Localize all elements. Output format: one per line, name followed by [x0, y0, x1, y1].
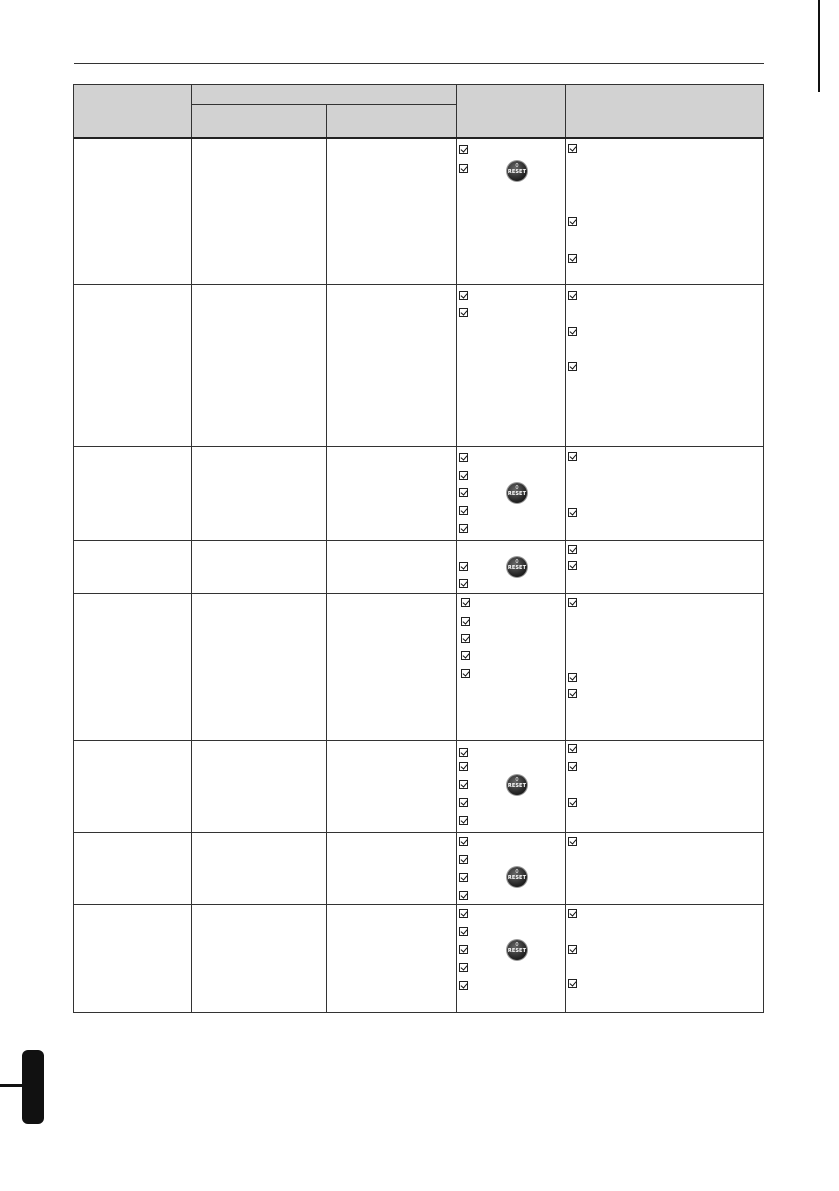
reset-button-glyph: 0: [515, 485, 519, 491]
checkbox-icon: [568, 598, 577, 607]
reset-button-glyph: 0: [515, 163, 519, 169]
checkbox-icon: [459, 145, 468, 154]
reset-button-icon: [507, 867, 527, 887]
checkbox-icon: [568, 909, 577, 918]
row-divider: [74, 832, 763, 833]
reset-button-glyph: 0: [515, 869, 519, 875]
checkbox-icon: [459, 891, 468, 900]
checkbox-icon: [459, 963, 468, 972]
reset-button-icon: [507, 557, 527, 577]
side-tab: [22, 1050, 44, 1124]
reset-button-label: RESET: [507, 169, 527, 175]
row-divider: [74, 593, 763, 594]
checkbox-icon: [461, 617, 470, 626]
checkbox-icon: [568, 545, 577, 554]
checkbox-icon: [459, 471, 468, 480]
subheader-rule: [191, 104, 456, 105]
column-divider: [326, 104, 327, 1012]
reset-button-glyph: 0: [515, 777, 519, 783]
reset-button-label: RESET: [507, 875, 527, 881]
checkbox-icon: [568, 762, 577, 771]
reset-button-glyph: 0: [515, 942, 519, 948]
checkbox-icon: [459, 816, 468, 825]
reset-button-icon: [507, 161, 527, 181]
checkbox-icon: [461, 598, 470, 607]
checkbox-icon: [461, 669, 470, 678]
checkbox-icon: [459, 524, 468, 533]
reset-button-icon: [507, 940, 527, 960]
checkbox-icon: [568, 673, 577, 682]
checkbox-icon: [568, 254, 577, 263]
checkbox-icon: [568, 144, 577, 153]
checkbox-icon: [459, 945, 468, 954]
header-bottom-rule: [74, 137, 763, 139]
checkbox-icon: [459, 506, 468, 515]
checkbox-icon: [459, 780, 468, 789]
checkbox-icon: [568, 798, 577, 807]
checkbox-icon: [568, 837, 577, 846]
column-divider: [191, 85, 192, 1012]
checkbox-icon: [461, 651, 470, 660]
checkbox-icon: [568, 327, 577, 336]
row-divider: [74, 446, 763, 447]
checkbox-icon: [568, 561, 577, 570]
checkbox-icon: [568, 744, 577, 753]
checkbox-icon: [459, 488, 468, 497]
table-header: [74, 85, 763, 138]
checkbox-icon: [459, 762, 468, 771]
checkbox-icon: [459, 909, 468, 918]
checkbox-icon: [568, 452, 577, 461]
reset-button-icon: [507, 775, 527, 795]
checkbox-icon: [459, 579, 468, 588]
reset-button-label: RESET: [507, 491, 527, 497]
checkbox-icon: [568, 291, 577, 300]
top-rule: [74, 63, 764, 64]
checkbox-icon: [459, 837, 468, 846]
checkbox-icon: [568, 979, 577, 988]
reset-button-label: RESET: [507, 948, 527, 954]
checkbox-icon: [568, 217, 577, 226]
column-divider: [565, 85, 566, 1012]
checkbox-icon: [459, 855, 468, 864]
checkbox-icon: [459, 748, 468, 757]
checkbox-icon: [459, 927, 468, 936]
checkbox-icon: [459, 873, 468, 882]
checkbox-icon: [459, 981, 468, 990]
row-divider: [74, 904, 763, 905]
binding-line: [818, 0, 820, 92]
row-divider: [74, 740, 763, 741]
checkbox-icon: [568, 689, 577, 698]
checkbox-icon: [459, 308, 468, 317]
reset-button-glyph: 0: [515, 559, 519, 565]
checkbox-icon: [568, 362, 577, 371]
troubleshooting-table: [73, 84, 764, 1013]
row-divider: [74, 540, 763, 541]
checkbox-icon: [459, 453, 468, 462]
checkbox-icon: [568, 508, 577, 517]
reset-button-label: RESET: [507, 783, 527, 789]
checkbox-icon: [568, 945, 577, 954]
checkbox-icon: [461, 634, 470, 643]
column-divider: [456, 85, 457, 1012]
checkbox-icon: [459, 291, 468, 300]
checkbox-icon: [459, 562, 468, 571]
checkbox-icon: [459, 164, 468, 173]
side-tick: [0, 1084, 30, 1087]
checkbox-icon: [459, 798, 468, 807]
row-divider: [74, 284, 763, 285]
reset-button-icon: [507, 483, 527, 503]
reset-button-label: RESET: [507, 565, 527, 571]
